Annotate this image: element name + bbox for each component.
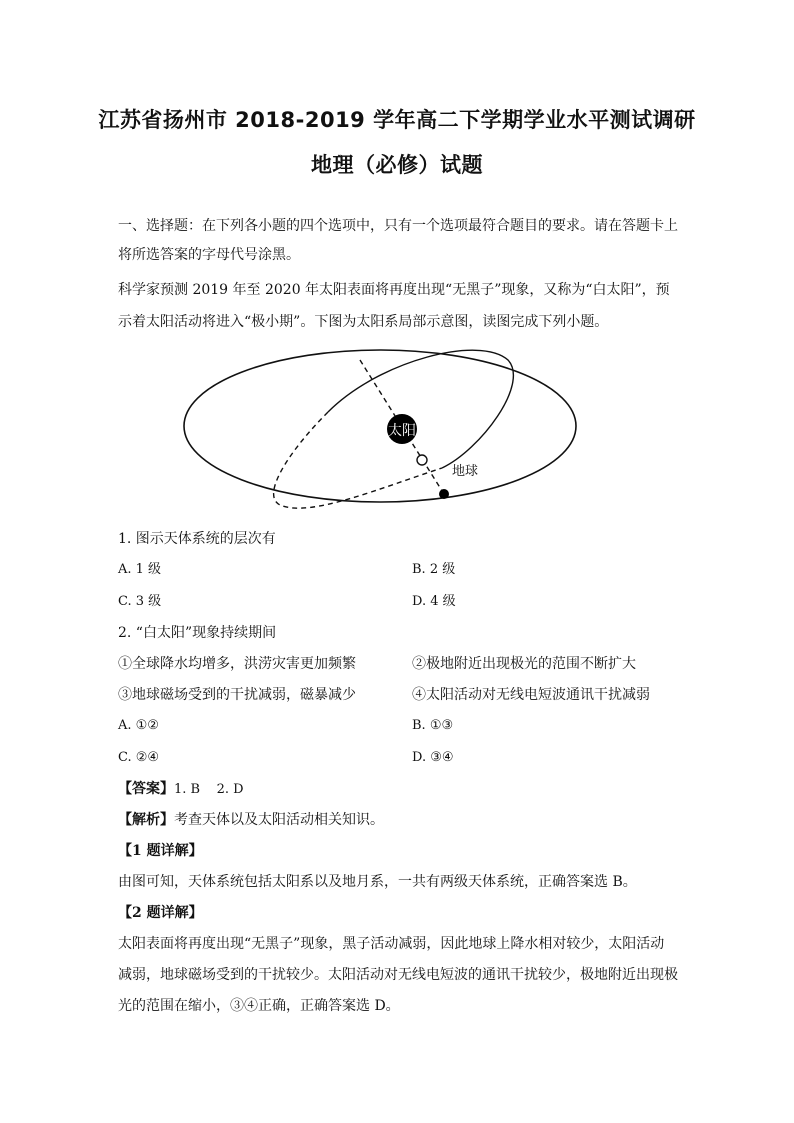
section-intro-line2: 将所选答案的字母代号涂黑。 (118, 247, 300, 263)
earth (417, 455, 427, 465)
detail2-line1: 太阳表面将再度出现“无黑子”现象，黑子活动减弱，因此地球上降水相对较少，太阳活动 (118, 936, 665, 952)
q2-statement-3: ③地球磁场受到的干扰减弱，磁暴减少 (118, 687, 356, 703)
q2-statement-2: ②极地附近出现极光的范围不断扩大 (412, 656, 636, 672)
detail1-tag: 【1 题详解】 (118, 843, 203, 859)
answer-tag: 【答案】 (118, 781, 174, 797)
q1-option-b[interactable]: B. 2 级 (412, 562, 456, 577)
earth-label: 地球 (452, 464, 479, 479)
q1-option-a[interactable]: A. 1 级 (118, 562, 162, 577)
detail1-text: 由图可知，天体系统包括太阳系以及地月系，一共有两级天体系统，正确答案选 B。 (118, 874, 637, 890)
passage-line1: 科学家预测 2019 年至 2020 年太阳表面将再度出现“无黑子”现象，又称为“白太阳”，预 (118, 282, 670, 298)
detail2-line3: 光的范围在缩小，③④正确，正确答案选 D。 (118, 998, 400, 1014)
q1-stem: 1. 图示天体系统的层次有 (118, 531, 276, 547)
solar-system-diagram (180, 340, 600, 520)
q2-statement-1: ①全球降水均增多，洪涝灾害更加频繁 (118, 656, 356, 672)
solar-orbit (184, 350, 576, 502)
document-title-line2: 地理（必修）试题 (311, 153, 483, 177)
document-title-line1: 江苏省扬州市 2018-2019 学年高二下学期学业水平测试调研 (98, 108, 696, 132)
q2-option-d[interactable]: D. ③④ (412, 750, 454, 765)
q2-stem: 2. “白太阳”现象持续期间 (118, 625, 277, 641)
q2-option-b[interactable]: B. ①③ (412, 718, 454, 733)
detail2-tag: 【2 题详解】 (118, 905, 203, 921)
analysis-text: 考查天体以及太阳活动相关知识。 (174, 812, 384, 828)
q1-option-d[interactable]: D. 4 级 (412, 594, 456, 609)
sun-label: 太阳 (388, 423, 416, 439)
passage-line2: 示着太阳活动将进入“极小期”。下图为太阳系局部示意图，读图完成下列小题。 (118, 314, 609, 330)
analysis-line (118, 810, 384, 830)
q2-statement-4: ④太阳活动对无线电短波通讯干扰减弱 (412, 687, 650, 703)
answer-text: 1. B 2. D (174, 782, 244, 797)
analysis-tag: 【解析】 (118, 812, 174, 828)
section-intro-line1: 一、选择题：在下列各小题的四个选项中，只有一个选项最符合题目的要求。请在答题卡上 (118, 218, 678, 234)
detail2-line2: 减弱，地球磁场受到的干扰较少。太阳活动对无线电短波的通讯干扰较少，极地附近出现极 (118, 967, 678, 983)
q2-option-a[interactable]: A. ①② (118, 718, 159, 733)
moon (439, 489, 449, 499)
q2-option-c[interactable]: C. ②④ (118, 750, 160, 765)
answer-line (118, 779, 244, 800)
q1-option-c[interactable]: C. 3 级 (118, 594, 162, 609)
